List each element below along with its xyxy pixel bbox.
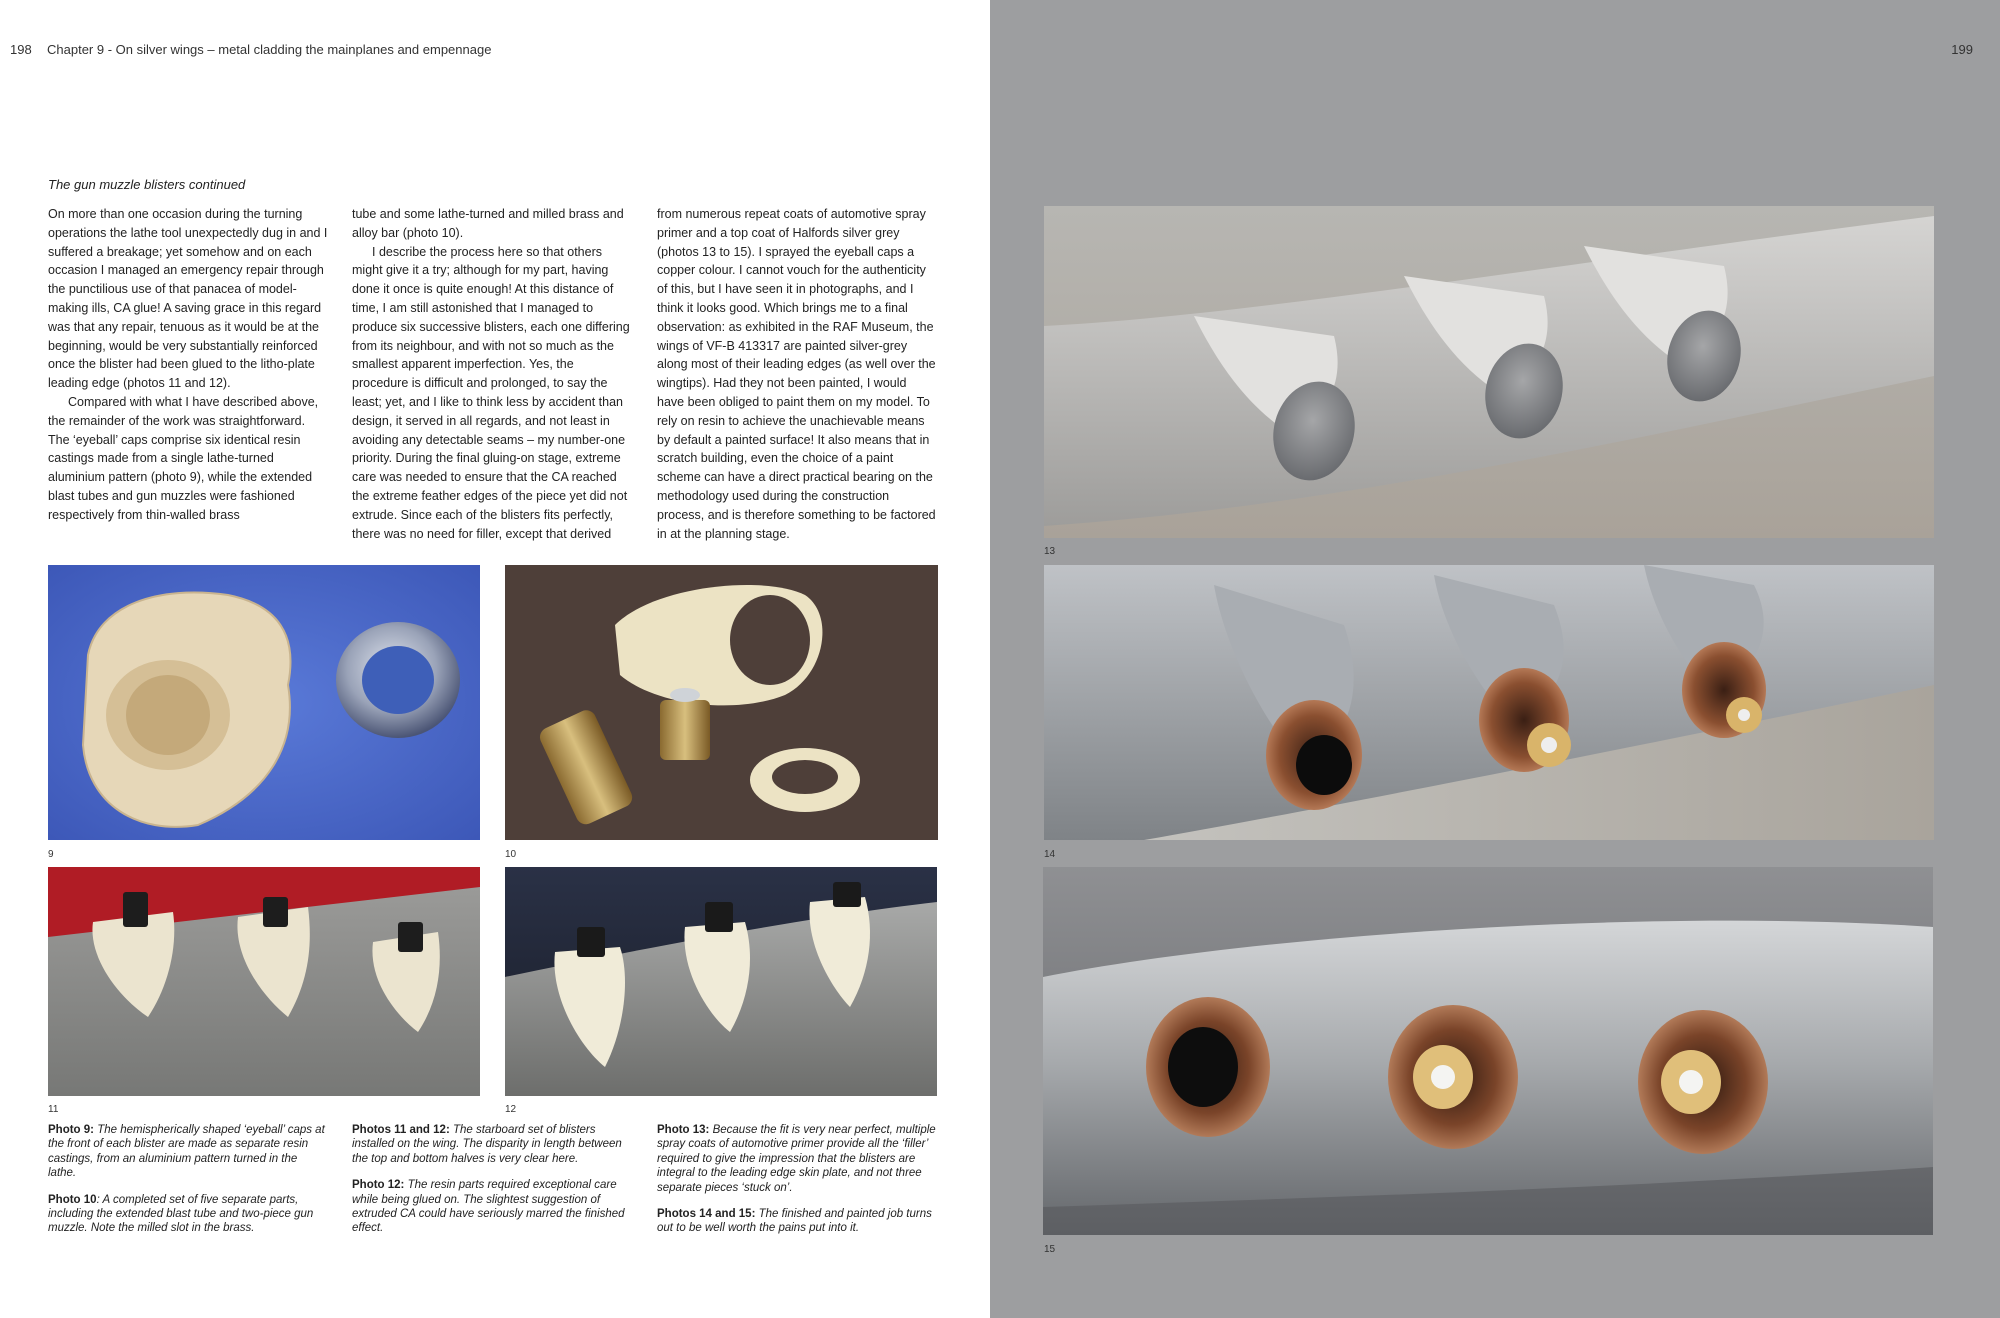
text-column-1 — [48, 205, 328, 525]
page-number-right: 199 — [1951, 42, 1973, 57]
photo-11-image — [48, 867, 480, 1096]
caption-label: Photo 9: — [48, 1124, 94, 1136]
photo-number: 13 — [1044, 546, 1056, 557]
photo-12 — [505, 867, 937, 1096]
photo-13 — [1044, 206, 1934, 538]
caption-label: Photo 13: — [657, 1124, 710, 1136]
paragraph: Compared with what I have described above, the remainder of the work was straightforward. The ‘eyeball’ caps comprise six identical resin castings made from a single lathe-turned aluminium pattern (photo 9), while the extended blast tubes and gun muzzles were fashioned respectively from thin-walled brass — [48, 394, 319, 522]
photo-14-image — [1044, 565, 1934, 840]
photo-15 — [1043, 867, 1933, 1235]
photo-10 — [505, 565, 938, 840]
photo-15-image — [1043, 867, 1933, 1235]
running-title: Chapter 9 - On silver wings – metal cladding the mainplanes and empennage — [47, 42, 492, 57]
caption-label: Photo 12: — [352, 1179, 405, 1192]
caption-text: : A completed set of five separate parts, including the extended blast tube and two-piece gun muzzle. Note the milled slot in the brass. — [48, 1193, 314, 1235]
photo-number: 12 — [505, 1104, 517, 1115]
caption-label: Photo 10 — [48, 1193, 97, 1206]
paragraph: from numerous repeat coats of automotive spray primer and a top coat of Halfords silver grey (photos 13 to 15). I sprayed the eyeball caps a copper colour. I cannot vouch for the authenticity of this, but I have seen it in photographs, and I think it looks good. Which brings me to a final observation: as exhibited in the RAF Museum, the wings of VF-B 413317 are painted silver-grey along most of their leading edges (as well over the wingtips). Had they not been painted, I would have been obliged to paint them on my model. To rely on resin to achieve the unachievable means by default a painted surface! It also means that in scratch building, even the choice of a paint scheme can have a direct practical bearing on the methodology used during the construction process, and is therefore something to be factored in at the planning stage. — [657, 207, 936, 541]
text-column-2 — [352, 205, 632, 543]
caption — [352, 1178, 637, 1236]
caption-text: The starboard set of blisters installed on the wing. The disparity in length between the top and bottom halves is very clear here. — [352, 1124, 622, 1165]
caption — [657, 1207, 942, 1236]
photo-number: 14 — [1044, 849, 1056, 860]
photo-14 — [1044, 565, 1934, 840]
photo-number: 15 — [1044, 1244, 1056, 1255]
photo-number: 10 — [505, 849, 517, 860]
caption-column-1 — [48, 1123, 328, 1248]
photo-9 — [48, 565, 480, 840]
caption-text: The resin parts required exceptional care while being glued on. The slightest suggestion of extruded CA could have seriously marred the finished effect. — [352, 1179, 625, 1235]
photo-9-image — [48, 565, 480, 840]
page-number-left: 198 — [10, 42, 32, 57]
caption — [352, 1123, 637, 1166]
caption — [48, 1193, 328, 1236]
caption-text: Because the fit is very near perfect, multiple spray coats of automotive primer provide all the ‘filler’ required to give the impression that the blisters are integral to the leading edge skin plate, and not three separate pieces ‘stuck on’. — [657, 1124, 936, 1194]
paragraph: tube and some lathe-turned and milled brass and alloy bar (photo 10). — [352, 207, 624, 240]
caption-label: Photos 11 and 12: — [352, 1124, 450, 1136]
paragraph: I describe the process here so that others might give it a try; although for my part, having done it once is quite enough! At this distance of time, I am still astonished that I managed to produce six successive blisters, each one differing from its neighbour, and with not so much as the smallest apparent imperfection. Yes, the procedure is difficult and prolonged, to say the least; yet, and I like to think less by accident than design, it served in all regards, and not least in avoiding any detectable seams – my number-one priority. During the final gluing-on stage, extreme care was needed to ensure that the CA reached the extreme feather edges of the piece yet did not extrude. Since each of the blisters fits perfectly, there was no need for filler, except that derived — [352, 244, 630, 541]
caption — [48, 1123, 328, 1181]
photo-13-image — [1044, 206, 1934, 538]
photo-12-image — [505, 867, 937, 1096]
photo-10-image — [505, 565, 938, 840]
caption-column-2 — [352, 1123, 637, 1248]
caption-column-3 — [657, 1123, 942, 1248]
paragraph: On more than one occasion during the turning operations the lathe tool unexpectedly dug in and I suffered a breakage; yet somehow and on each occasion I managed an emergency repair through the punctilious use of that panacea of model-making ills, CA glue! A saving grace in this regard was that any repair, tenuous as it would be at the beginning, would be very substantially reinforced once the blister had been glued to the litho-plate leading edge (photos 11 and 12). — [48, 207, 328, 391]
caption-text: The finished and painted job turns out to be well worth the pains put into it. — [657, 1208, 932, 1235]
section-subheading: The gun muzzle blisters continued — [48, 177, 246, 192]
left-page — [0, 0, 990, 1318]
right-page — [990, 0, 2000, 1318]
text-column-3 — [657, 205, 937, 543]
caption-text: The hemispherically shaped ‘eyeball’ caps at the front of each blister are made as separate resin castings, from an aluminium pattern turned in the lathe. — [48, 1124, 325, 1180]
photo-number: 11 — [48, 1104, 59, 1115]
photo-11 — [48, 867, 480, 1096]
photo-number: 9 — [48, 849, 54, 860]
caption-label: Photos 14 and 15: — [657, 1208, 756, 1221]
caption — [657, 1123, 942, 1195]
